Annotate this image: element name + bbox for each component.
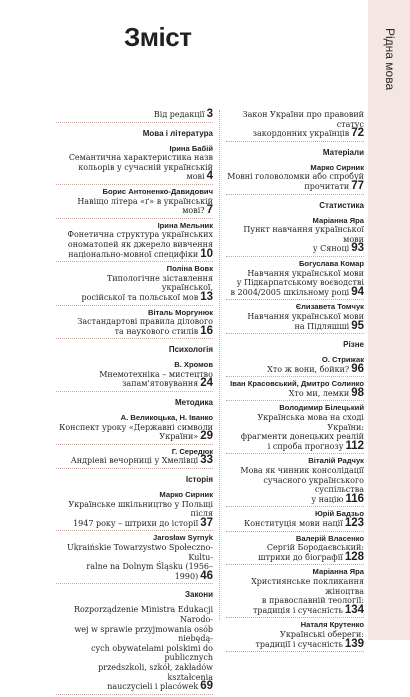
toc-entry[interactable] xyxy=(226,163,364,195)
entry-title-text: ralne na Dolnym Śląsku (1956–1990) xyxy=(86,562,213,581)
entry-title-line xyxy=(56,423,213,433)
entry-title-text: та наукового стилів xyxy=(114,326,199,336)
entry-author: Поліна Вовк xyxy=(166,264,213,274)
entry-author: О. Стрижак xyxy=(321,355,364,365)
entry-title-text: Від редакції xyxy=(153,110,205,119)
page-number: 134 xyxy=(344,603,364,616)
entry-title-text: wej w sprawie przyjmowania osób niebędą- xyxy=(74,624,213,644)
entry-title-line xyxy=(56,153,213,163)
toc-entry[interactable] xyxy=(56,221,213,262)
section-heading: Методика xyxy=(174,398,213,408)
page-number: 7 xyxy=(206,204,213,217)
entry-title-text: сучасного українського суспільства xyxy=(263,475,364,495)
section-heading: Історія xyxy=(185,475,213,485)
entry-title-text: Хто ми, лемки xyxy=(288,388,350,398)
entry-title-line xyxy=(226,110,364,129)
entry-author: Г. Середюк xyxy=(171,446,213,456)
toc-entry[interactable] xyxy=(226,620,364,652)
toc-entry[interactable] xyxy=(56,490,213,531)
entry-title-line xyxy=(226,386,364,399)
entry-author: Марко Сирник xyxy=(159,490,213,500)
entry-author: Ірина Мельник xyxy=(157,220,213,230)
section-heading: Різне xyxy=(343,340,364,350)
toc-entry[interactable] xyxy=(226,216,364,257)
entry-title-line xyxy=(56,290,213,303)
entry-title-text: Андріеві вечорниці у Хмелівці xyxy=(70,456,199,466)
entry-title-line xyxy=(56,543,213,562)
entry-title-line xyxy=(226,285,364,298)
section-heading: Закони xyxy=(185,590,213,600)
entry-title-text: Закон України про правовий статус xyxy=(242,110,364,129)
entry-title-text: nauczycieli i placówek xyxy=(107,682,199,692)
entry-title-text: Застандартові правила ділового xyxy=(77,317,213,327)
entry-title-line xyxy=(226,637,364,650)
toc-entry[interactable] xyxy=(56,308,213,340)
entry-title-text: штрихи до біографії xyxy=(258,552,343,562)
entry-title-line xyxy=(226,269,364,279)
toc-entry[interactable] xyxy=(56,533,213,584)
entry-title-line xyxy=(56,500,213,519)
entry-title-line xyxy=(226,432,364,442)
entry-title-line xyxy=(226,543,364,553)
entry-title-text: Хто ж вони, бойки? xyxy=(267,364,350,374)
page-number: 98 xyxy=(351,386,364,399)
sidebar-strip xyxy=(368,0,410,640)
toc-right-column xyxy=(226,110,364,654)
entry-title-text: Конспект уроку «Державні символи xyxy=(59,422,213,432)
section-heading: Статистика xyxy=(319,200,364,210)
entry-title-text: 1947 року – штрихи до історії xyxy=(73,518,199,528)
page-number: 4 xyxy=(206,170,213,183)
entry-author: Віталь Моргунюк xyxy=(148,307,213,317)
toc-entry[interactable] xyxy=(226,379,364,401)
entry-title-line xyxy=(56,163,213,182)
toc-entry[interactable] xyxy=(226,534,364,566)
entry-title-line xyxy=(226,476,364,495)
section-heading: Психологія xyxy=(168,345,213,355)
entry-title-line xyxy=(226,603,364,616)
entry-title-line xyxy=(226,466,364,476)
entry-title-line xyxy=(56,663,213,682)
entry-title-text: Пункт навчання української мови xyxy=(243,225,364,244)
page-number: 16 xyxy=(200,324,213,337)
section-heading: Мова і література xyxy=(142,128,213,138)
page-number: 69 xyxy=(200,680,213,693)
entry-author: Наталя Крутенко xyxy=(300,620,364,630)
entry-title-line xyxy=(56,197,213,216)
entry-title-text: у націю xyxy=(311,494,344,504)
entry-title-line xyxy=(56,625,213,644)
entry-title-text: національно-мовної специфіки xyxy=(68,249,199,259)
page-number: 10 xyxy=(200,247,213,260)
page-number: 33 xyxy=(200,454,213,467)
entry-title-text: кольорів у сучасній українській мові xyxy=(78,162,213,182)
entry-author: Ірина Бабій xyxy=(169,143,213,153)
entry-title-text: в православній теології: xyxy=(261,596,364,606)
entry-title-line xyxy=(226,225,364,244)
entry-title-text: Мнемотехніка – мистецтво xyxy=(99,369,213,379)
entry-title-line xyxy=(226,630,364,640)
column-divider xyxy=(219,110,220,620)
entry-title-text: України» xyxy=(159,432,199,442)
entry-title-text: Українська мова на сході України: xyxy=(257,413,364,432)
toc-entry[interactable] xyxy=(56,110,213,123)
entry-title-line xyxy=(56,682,213,692)
toc-entry[interactable] xyxy=(226,259,364,300)
entry-author: Валерій Власенко xyxy=(295,533,364,543)
page-number: 46 xyxy=(200,569,213,582)
entry-title-line xyxy=(226,278,364,288)
page-number: 24 xyxy=(200,377,213,390)
entry-title-text: Типологічне зіставлення української, xyxy=(107,273,213,293)
page-number: 37 xyxy=(200,516,213,529)
toc-entry[interactable] xyxy=(226,302,364,334)
entry-title-line xyxy=(56,516,213,529)
entry-title-text: в 2004/2005 шкільному році xyxy=(230,287,350,297)
toc-entry[interactable] xyxy=(226,567,364,618)
entry-title-text: Навіщо літера «ґ» в українській мові? xyxy=(77,196,213,216)
entry-title-line xyxy=(226,596,364,606)
entry-title-text: закордонних українців xyxy=(252,129,350,139)
entry-title-line xyxy=(56,230,213,240)
toc-entry[interactable] xyxy=(56,413,213,445)
entry-title-line xyxy=(226,413,364,432)
entry-title-line xyxy=(56,432,213,442)
entry-author: Юрій Бадзьо xyxy=(314,509,364,519)
entry-title-text: Мова як чинник консолідації xyxy=(240,466,364,476)
toc-left-column xyxy=(56,110,213,697)
entry-title-line xyxy=(56,605,213,624)
entry-title-text: запам'ятовування xyxy=(122,379,199,389)
entry-title-text: Rozporządzenie Ministra Edukacji Narodo- xyxy=(73,605,213,624)
entry-title-text: Християнське покликання жіноцтва xyxy=(251,576,364,596)
entry-title-line xyxy=(56,456,213,466)
section-heading: Матеріали xyxy=(322,147,364,157)
entry-author: Маріанна Яра xyxy=(312,567,364,577)
toc-entry[interactable] xyxy=(56,605,213,694)
toc-entry[interactable] xyxy=(226,355,364,377)
entry-title-line xyxy=(226,319,364,332)
entry-author: Борис Антоненко-Давидович xyxy=(102,186,213,196)
page-number: 3 xyxy=(206,108,213,120)
entry-title-line xyxy=(226,519,364,529)
entry-title-line xyxy=(56,317,213,327)
entry-title-text: у Підкарпатському воєводстві xyxy=(236,278,364,288)
entry-title-text: фрагменти донецьких реалій xyxy=(240,432,364,442)
page-number: 128 xyxy=(344,550,364,563)
entry-title-text: Сергій Бородаєвський: xyxy=(266,543,364,553)
toc-entry[interactable] xyxy=(226,509,364,531)
entry-author: Віталій Радчук xyxy=(308,456,364,466)
entry-author: Єлизавета Томчук xyxy=(295,302,364,312)
entry-title-line xyxy=(56,274,213,293)
entry-title-line xyxy=(226,362,364,375)
page-number: 123 xyxy=(344,517,364,529)
entry-title-text: і спроба прогнозу xyxy=(267,441,344,451)
entry-author: Володимир Білецький xyxy=(279,403,364,413)
entry-author: В. Хромов xyxy=(174,360,213,370)
page-number: 72 xyxy=(351,127,364,140)
entry-title-line xyxy=(226,550,364,563)
entry-title-text: традиції і сучасність xyxy=(255,639,343,649)
entry-title-line xyxy=(56,247,213,260)
entry-title-text: Навчання української мови xyxy=(247,268,364,278)
entry-title-line xyxy=(56,379,213,389)
magazine-name: Рідна мова xyxy=(383,28,397,91)
entry-title-text: Семантична характеристика назв xyxy=(68,153,213,163)
toc-entry[interactable] xyxy=(226,456,364,507)
entry-title-text: у Сяноці xyxy=(312,244,350,254)
entry-title-line xyxy=(226,244,364,254)
entry-title-line xyxy=(226,179,364,192)
entry-title-line xyxy=(56,324,213,337)
entry-author: Марко Сирник xyxy=(310,162,364,172)
entry-title-line xyxy=(56,110,213,120)
entry-title-text: на Підляшші xyxy=(294,321,350,331)
page-number: 29 xyxy=(200,430,213,443)
toc-entry[interactable] xyxy=(56,360,213,392)
page-number: 116 xyxy=(345,492,364,505)
page-title: Зміст xyxy=(124,22,192,52)
entry-author: Jarosław Syrnyk xyxy=(153,533,213,543)
entry-title-text: Фонетична структура українських xyxy=(67,230,213,240)
page-number: 13 xyxy=(200,290,213,303)
page-number: 93 xyxy=(351,242,364,255)
page-number: 94 xyxy=(351,285,364,298)
entry-title-line xyxy=(226,129,364,139)
toc-entry[interactable] xyxy=(56,447,213,469)
page-number: 139 xyxy=(344,637,364,650)
entry-title-line xyxy=(226,312,364,322)
entry-title-line xyxy=(226,439,364,452)
entry-title-text: Конституція мови нації xyxy=(244,519,343,528)
entry-title-text: przedszkoli, szkół, zakładów kształcenia xyxy=(98,662,213,682)
entry-title-text: Мовні головоломки або спробуй xyxy=(227,172,364,182)
entry-author: Богуслава Комар xyxy=(298,258,364,268)
entry-title-line xyxy=(226,492,364,505)
toc-entry[interactable] xyxy=(56,144,213,185)
entry-title-text: російської та польської мов xyxy=(81,292,199,302)
page-number: 96 xyxy=(351,362,364,375)
entry-title-text: cych obywatelami polskimi do publicznych xyxy=(91,643,213,663)
entry-title-text: Українські обереги: xyxy=(280,629,364,639)
toc-entry[interactable] xyxy=(226,403,364,454)
entry-title-text: ономатопей як джерело вивчення xyxy=(67,239,213,249)
entry-title-line xyxy=(56,240,213,250)
page-number: 112 xyxy=(345,439,364,452)
entry-author: Маріанна Яра xyxy=(312,215,364,225)
toc-entry[interactable] xyxy=(56,264,213,305)
entry-title-line xyxy=(226,577,364,596)
page-number: 77 xyxy=(351,179,364,192)
page-number: 95 xyxy=(351,319,364,332)
toc-entry[interactable] xyxy=(56,187,213,219)
entry-title-line xyxy=(56,644,213,663)
entry-title-text: Ukraińskie Towarzystwo Społeczno-Kultu- xyxy=(66,543,213,562)
entry-title-text: традиція і сучасність xyxy=(252,605,343,615)
entry-author: А. Великоцька, Н. Іванко xyxy=(120,413,213,423)
entry-author: Іван Красовський, Дмитро Солинко xyxy=(230,379,364,389)
entry-title-text: Навчання української мови xyxy=(247,311,364,321)
entry-title-text: прочитати xyxy=(304,181,350,191)
entry-title-text: Українське шкільництво у Польщі після xyxy=(68,499,213,519)
entry-title-line xyxy=(56,562,213,581)
entry-title-line xyxy=(226,172,364,182)
toc-entry[interactable] xyxy=(226,110,364,142)
